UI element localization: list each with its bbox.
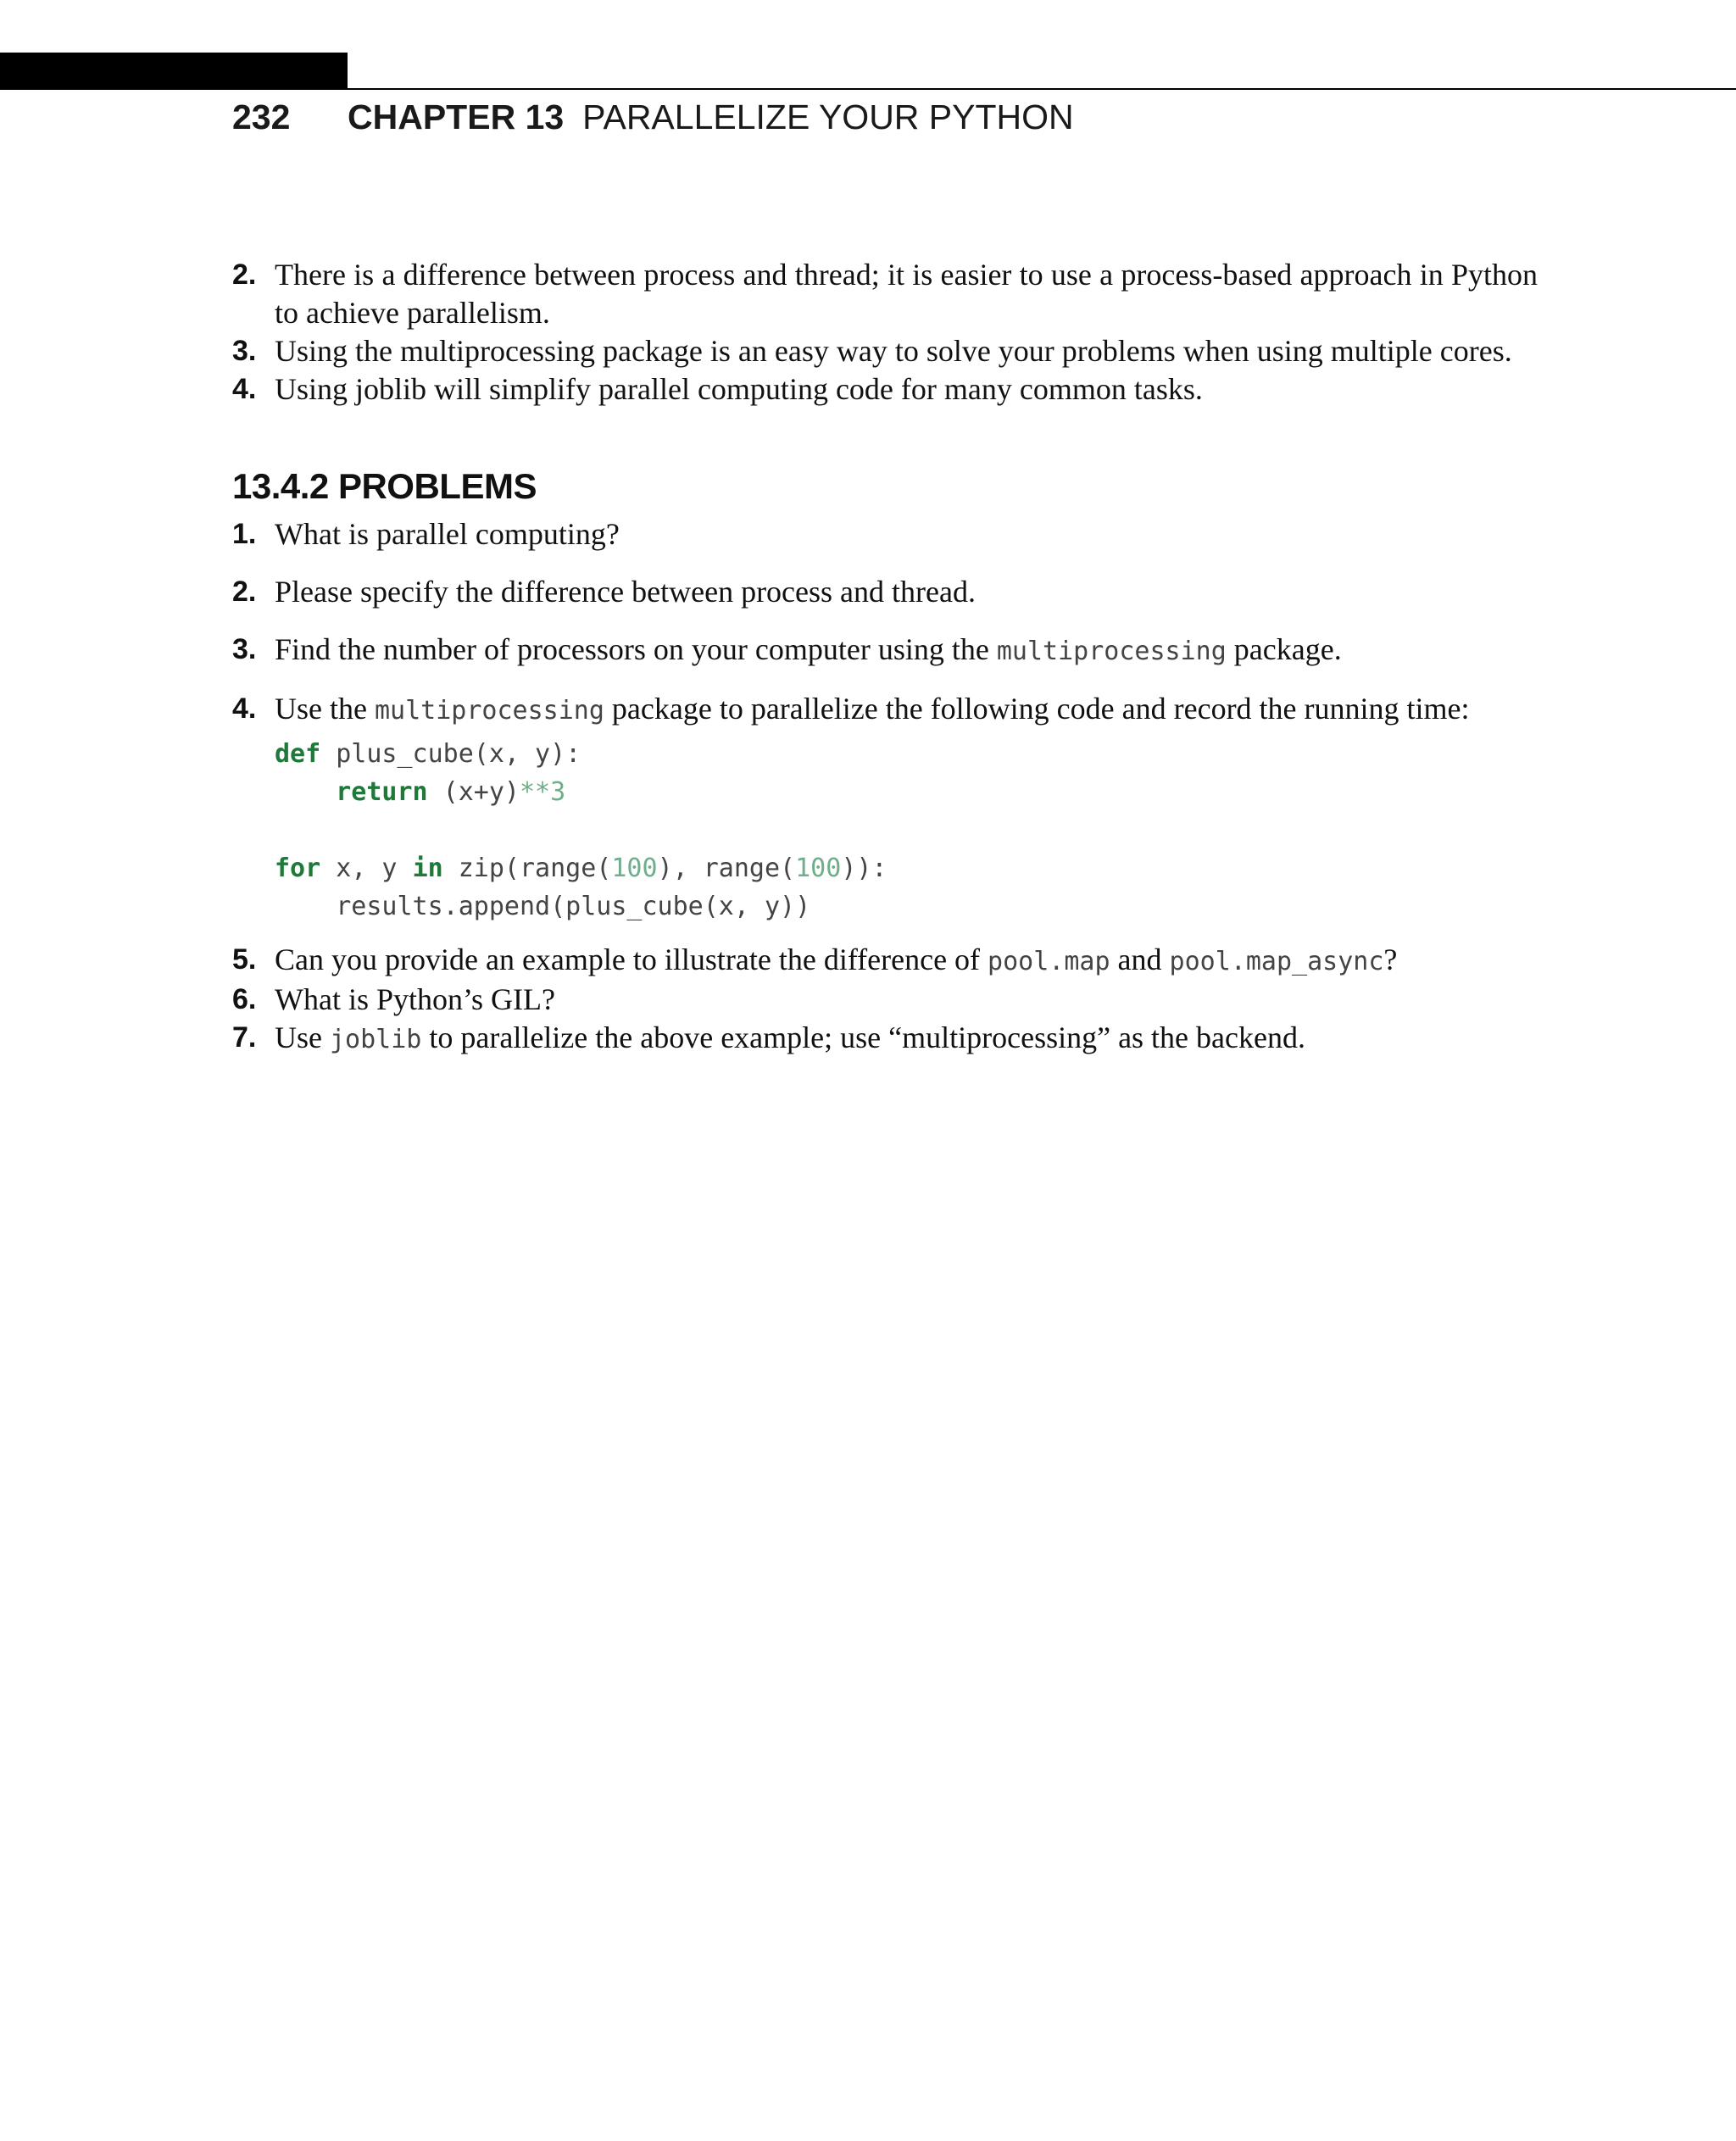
- item-text: There is a difference between process and thread; it is easier to use a process-based approach in Python to achieve parallelism.: [275, 258, 1538, 330]
- item-text: and: [1110, 943, 1170, 976]
- summary-item: [232, 370, 1538, 409]
- item-number: 4.: [232, 692, 257, 725]
- code-keyword: return: [336, 777, 428, 807]
- item-number: 2.: [232, 576, 257, 608]
- header-black-bar: [0, 53, 348, 90]
- item-text: package.: [1226, 632, 1342, 666]
- item-number: 3.: [232, 335, 257, 367]
- inline-code: multiprocessing: [374, 696, 604, 726]
- inline-code: pool.map: [988, 947, 1110, 976]
- item-text: Use: [275, 1020, 330, 1054]
- item-text: Using the multiprocessing package is an easy way to solve your problems when using multiple cores.: [275, 334, 1512, 368]
- item-number: 4.: [232, 373, 257, 405]
- code-text: )):: [841, 854, 887, 883]
- item-number: 2.: [232, 259, 257, 291]
- code-text: results.append(plus_cube(x, y)): [275, 892, 811, 921]
- item-number: 5.: [232, 943, 257, 976]
- code-text: x, y: [320, 854, 413, 883]
- code-number: 100: [795, 854, 842, 883]
- chapter-label: CHAPTER 13: [348, 97, 565, 136]
- code-keyword: for: [275, 854, 321, 883]
- item-number: 1.: [232, 518, 257, 550]
- item-text: package to parallelize the following code and record the running time:: [604, 692, 1470, 726]
- problem-item: [232, 981, 1538, 1019]
- inline-code: joblib: [330, 1025, 422, 1054]
- code-text: ), range(: [657, 854, 796, 883]
- chapter-title: PARALLELIZE YOUR PYTHON: [582, 97, 1074, 136]
- item-number: 3.: [232, 633, 257, 665]
- item-text: Please specify the difference between process and thread.: [275, 575, 976, 609]
- code-keyword: def: [275, 739, 321, 769]
- code-block: [275, 735, 1538, 926]
- item-text: What is Python’s GIL?: [275, 982, 555, 1016]
- inline-code: multiprocessing: [996, 637, 1227, 666]
- problem-item: [232, 515, 1538, 553]
- code-text: plus_cube(x, y):: [320, 739, 581, 769]
- problem-item: [232, 941, 1538, 981]
- section-heading: 13.4.2 PROBLEMS: [232, 466, 537, 506]
- item-text: ?: [1383, 943, 1398, 976]
- code-number: **3: [520, 777, 566, 807]
- problem-item: [232, 631, 1538, 670]
- inline-code: pool.map_async: [1169, 947, 1384, 976]
- code-keyword: in: [412, 854, 443, 883]
- item-number: 6.: [232, 983, 257, 1015]
- item-text: What is parallel computing?: [275, 517, 620, 551]
- summary-item: [232, 256, 1538, 332]
- item-text: Using joblib will simplify parallel computing code for many common tasks.: [275, 372, 1203, 406]
- running-head: [232, 93, 1074, 141]
- problem-item: [232, 690, 1538, 730]
- item-text: Use the: [275, 692, 375, 726]
- item-text: Can you provide an example to illustrate the difference of: [275, 943, 988, 976]
- code-text: [275, 777, 336, 807]
- item-text: to parallelize the above example; use “multiprocessing” as the backend.: [421, 1020, 1305, 1054]
- header-rule: [0, 88, 1736, 90]
- code-text: zip(range(: [442, 854, 612, 883]
- item-text: Find the number of processors on your computer using the: [275, 632, 997, 666]
- code-text: (x+y): [427, 777, 520, 807]
- item-number: 7.: [232, 1021, 257, 1054]
- code-number: 100: [611, 854, 658, 883]
- problem-item: [232, 1019, 1538, 1059]
- problem-item: [232, 573, 1538, 611]
- page-number: 232: [232, 97, 291, 136]
- page-body: [232, 256, 1538, 1059]
- summary-item: [232, 332, 1538, 370]
